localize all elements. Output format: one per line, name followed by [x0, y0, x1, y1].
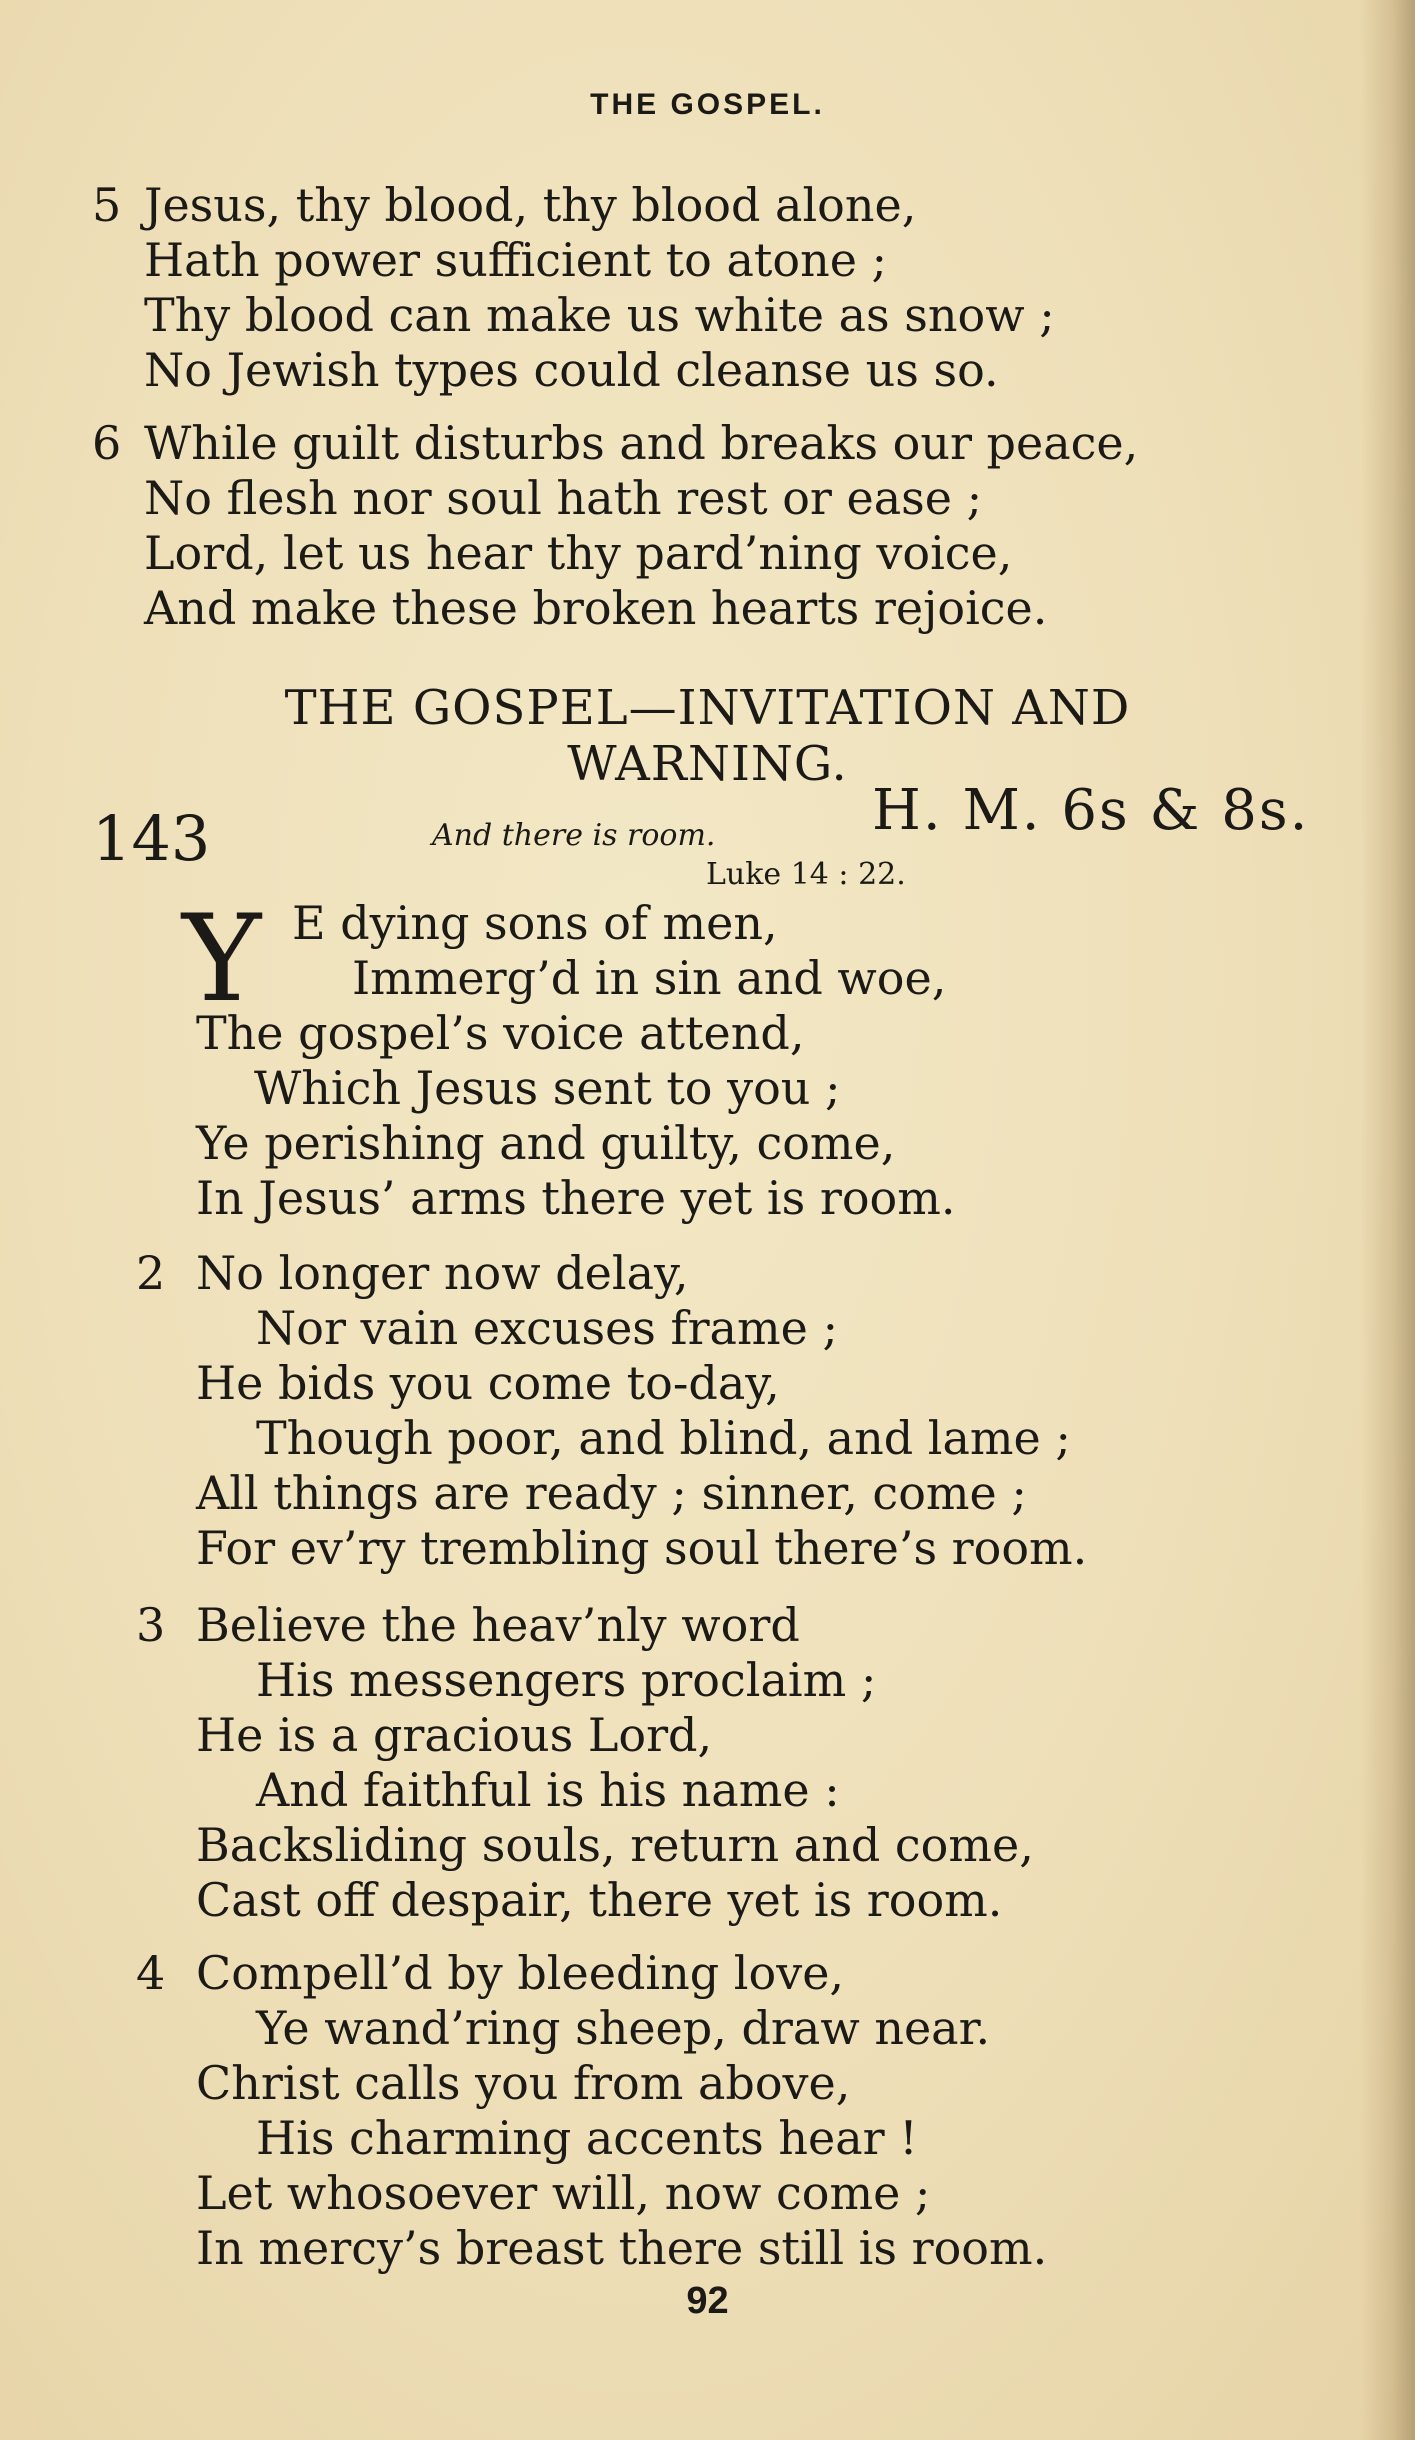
stanza-line	[136, 1246, 1087, 1301]
stanza-line	[136, 1946, 1047, 2001]
stanza-line	[92, 178, 1055, 233]
stanza-line: Cast off despair, there yet is room.	[196, 1873, 1003, 1927]
stanza-number: 3	[136, 1598, 166, 1652]
stanza-line: No flesh nor soul hath rest or ease ;	[144, 471, 983, 525]
stanza-1-head	[292, 896, 946, 1006]
stanza-line-text: While guilt disturbs and breaks our peace,	[144, 416, 1139, 470]
stanza-line: He bids you come to-day,	[196, 1356, 780, 1410]
page-number: 92	[686, 2280, 729, 2322]
stanza-line: Ye wand’ring sheep, draw near.	[256, 2001, 991, 2055]
stanza-4	[136, 1946, 1047, 2276]
stanza-line: Nor vain excuses frame ;	[256, 1301, 838, 1355]
hymn-subtitle: And there is room.	[432, 818, 716, 853]
stanza-number: 2	[136, 1246, 166, 1300]
running-head: THE GOSPEL.	[590, 88, 825, 121]
stanza-line: For ev’ry trembling soul there’s room.	[196, 1521, 1088, 1575]
stanza-line: Ye perishing and guilty, come,	[196, 1116, 896, 1170]
drop-cap: Y	[182, 890, 262, 1029]
stanza-line: Lord, let us hear thy pard’ning voice,	[144, 526, 1013, 580]
stanza-line: Thy blood can make us white as snow ;	[144, 288, 1055, 342]
stanza-line: In mercy’s breast there still is room.	[196, 2221, 1048, 2275]
stanza-3	[136, 1598, 1034, 1928]
stanza-line-text: Jesus, thy blood, thy blood alone,	[144, 178, 917, 232]
stanza-line: Though poor, and blind, and lame ;	[256, 1411, 1071, 1465]
stanza-number: 5	[92, 178, 122, 232]
prev-stanza-5	[92, 178, 1055, 398]
stanza-line-text: No longer now delay,	[196, 1246, 689, 1300]
stanza-line	[92, 416, 1138, 471]
hymn-meter: H. M. 6s & 8s.	[872, 778, 1310, 843]
stanza-line: And faithful is his name :	[256, 1763, 840, 1817]
stanza-line: Let whosoever will, now come ;	[196, 2166, 931, 2220]
stanza-line-text: Believe the heav’nly word	[196, 1598, 800, 1652]
prev-stanza-6	[92, 416, 1138, 636]
stanza-line: E dying sons of men,	[292, 896, 778, 950]
scripture-reference: Luke 14 : 22.	[706, 857, 906, 892]
page-edge-shadow	[1360, 0, 1415, 2440]
stanza-line: His charming accents hear !	[256, 2111, 918, 2165]
stanza-line: In Jesus’ arms there yet is room.	[196, 1171, 956, 1225]
hymn-number: 143	[92, 802, 211, 875]
stanza-line: Immerg’d in sin and woe,	[352, 951, 947, 1005]
stanza-line: Which Jesus sent to you ;	[254, 1061, 841, 1115]
stanza-line: All things are ready ; sinner, come ;	[196, 1466, 1027, 1520]
stanza-number: 6	[92, 416, 122, 470]
stanza-line: And make these broken hearts rejoice.	[144, 581, 1048, 635]
section-title-line-2: WARNING.	[567, 736, 848, 792]
stanza-line: Backsliding souls, return and come,	[196, 1818, 1034, 1872]
stanza-number: 4	[136, 1946, 166, 2000]
stanza-line: The gospel’s voice attend,	[196, 1006, 805, 1060]
stanza-line: His messengers proclaim ;	[256, 1653, 877, 1707]
stanza-1-body	[196, 1006, 955, 1226]
section-title-line-1: THE GOSPEL—INVITATION AND	[284, 680, 1131, 736]
stanza-line: Hath power sufficient to atone ;	[144, 233, 888, 287]
stanza-line-text: Compell’d by bleeding love,	[196, 1946, 845, 2000]
stanza-line: Christ calls you from above,	[196, 2056, 851, 2110]
stanza-2	[136, 1246, 1087, 1576]
stanza-line: He is a gracious Lord,	[196, 1708, 713, 1762]
stanza-line	[136, 1598, 1034, 1653]
stanza-line: No Jewish types could cleanse us so.	[144, 343, 999, 397]
